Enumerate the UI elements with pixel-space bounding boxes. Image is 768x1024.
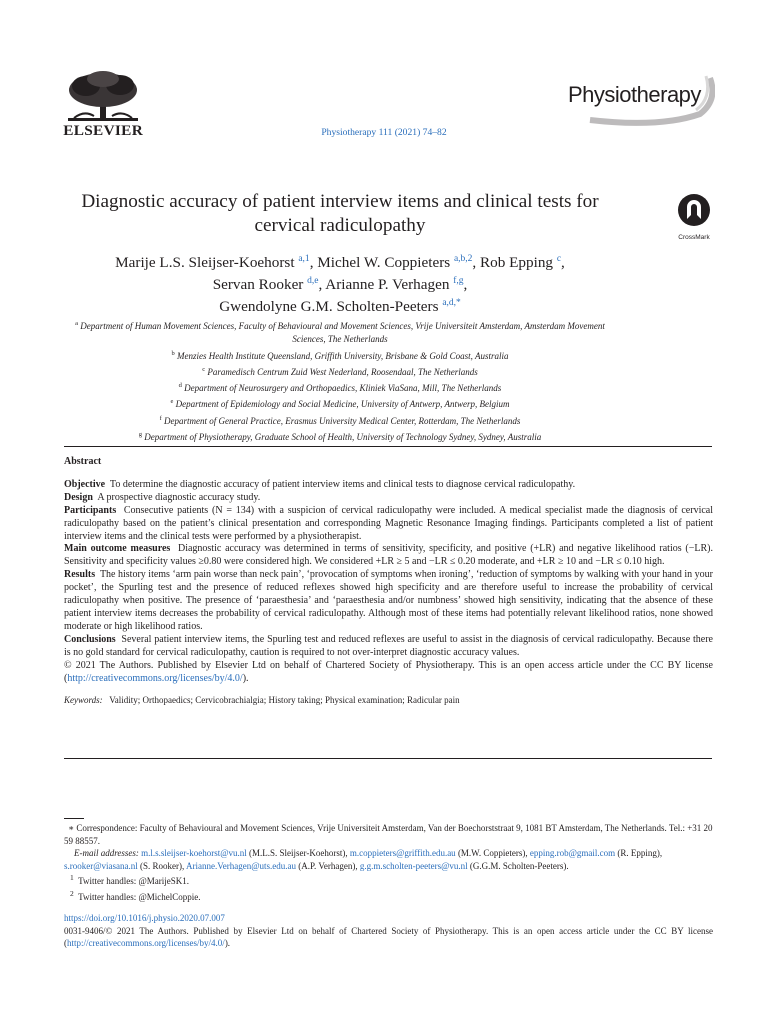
email-link[interactable]: m.coppieters@griffith.edu.au [349, 848, 456, 858]
affiliation: $^d$ Department of Neurosurgery and Orthopaedics, Kliniek ViaSana, Mill, The Netherlands [178, 382, 502, 394]
twitter-note-1: $^1$ Twitter handles: @MarijeSK1. [70, 873, 189, 886]
affiliation: $^b$ Menzies Health Institute Queensland, Griffith University, Brisbane & Gold Coast, Australia [171, 349, 509, 361]
divider [64, 446, 712, 447]
author-list [60, 250, 620, 316]
crossmark-icon [677, 193, 711, 227]
abstract-participants: Participants Consecutive patients (N = 134) with a suspicion of cervical radiculopathy were included. A medical specialist made the diagnosis of cervical radiculopathy based on the patient’s clinical presentation and corresponding Magnetic Resonance Imaging findings. Participants completed a list of patient interview items and the clinical tests were performed by a physiotherapist. [64, 504, 714, 542]
email-link[interactable]: m.l.s.sleijser-koehorst@vu.nl [141, 848, 247, 858]
correspondence-note: ∗ Correspondence: Faculty of Behavioural and Movement Sciences, Vrije Universiteit Amsterdam, Van der Boechorststraat 9, 1081 BT Amsterdam, The Netherlands. Tel.: +31 20 59 88557. [64, 823, 713, 846]
footnotes [64, 822, 713, 903]
publisher-name: ELSEVIER [63, 123, 144, 139]
author: Rob Epping $^c$, [480, 254, 565, 272]
license-link[interactable]: http://creativecommons.org/licenses/by/4.0/ [67, 672, 243, 684]
journal-citation[interactable]: Physiotherapy 111 (2021) 74–82 [321, 127, 447, 138]
crossmark-label: CrossMark [678, 234, 710, 241]
issn-license: 0031-9406/© 2021 The Authors. Published by Elsevier Ltd on behalf of Chartered Society of Physiotherapy. This is an open access article under the CC BY license (http://creativecommons.org/licenses/by/4.0/). [64, 925, 713, 948]
abstract-results: Results The history items ‘arm pain worse than neck pain’, ‘provocation of symptoms when ironing’, ‘reduction of symptoms by walking with your hand in your pocket’, the Spurling test and the presence of reduced reflexes showed high specificity and are therefore useful to increase the probability of cervical radiculopathy when positive. The presence of ‘paraesthesia’ and ‘paraesthesia and/or numbness’ showed high sensitivity, indicating that the absence of these patient interview items decreases the probability of cervical radiculopathy. Although most of these items had potentially relevant likelihood ratios, none showed moderate or high likelihood ratios. [64, 569, 713, 632]
email-addresses: E-mail addresses: m.l.s.sleijser-koehorst@vu.nl (M.L.S. Sleijser-Koehorst), m.coppieters@griffith.edu.au (M.W. Coppieters), epping.rob@gmail.com (R. Epping), s.rooker@viasana.nl (S. Rooker), Arianne.Verhagen@uts.edu.au (A.P. Verhagen), g.g.m.scholten-peeters@vu.nl (G.G.M. Scholten-Peeters). [64, 848, 663, 871]
divider [64, 758, 712, 759]
journal-name: Physiotherapy [568, 82, 701, 107]
journal-logo [560, 70, 715, 128]
crossmark-button[interactable] [673, 193, 715, 241]
abstract-objective: Objective To determine the diagnostic accuracy of patient interview items and clinical tests to diagnose cervical radiculopathy. [64, 478, 576, 490]
author: Michel W. Coppieters $^{a,b,2}$, [317, 254, 481, 272]
twitter-note-2: $^2$ Twitter handles: @MichelCoppie. [70, 888, 201, 902]
email-link[interactable]: g.g.m.scholten-peeters@vu.nl [359, 860, 468, 871]
abstract-design: Design A prospective diagnostic accuracy study. [64, 491, 261, 503]
article-title: Diagnostic accuracy of patient interview items and clinical tests for cervical radiculopathy [81, 191, 599, 236]
affiliation: $^g$ Department of Physiotherapy, Graduate School of Health, University of Technology Sydney, Sydney, Australia [138, 431, 542, 443]
affiliation: $^f$ Department of General Practice, Erasmus University Medical Center, Rotterdam, The Netherlands [159, 414, 521, 426]
author: Arianne P. Verhagen $^{f,g}$, [325, 276, 468, 294]
author: Servan Rooker $^{d,e}$, [212, 276, 326, 294]
affiliation-list [60, 317, 620, 444]
affiliation: $^a$ Department of Human Movement Sciences, Faculty of Behavioural and Movement Sciences, Vrije Universiteit Amsterdam, Amsterdam Movement Sciences, The Netherlands [75, 320, 605, 345]
affiliation: $^e$ Department of Epidemiology and Social Medicine, University of Antwerp, Antwerp, Belgium [170, 398, 510, 410]
abstract-conclusions: Conclusions Several patient interview items, the Spurling test and reduced reflexes are useful to assist in the diagnosis of cervical radiculopathy. Because there is no gold standard for cervical radiculopathy, caution is required to not over-interpret diagnostic accuracy values. [64, 633, 713, 658]
affiliation: $^c$ Paramedisch Centrum Zuid West Nederland, Roosendaal, The Netherlands [202, 365, 478, 377]
author: Marije L.S. Sleijser-Koehorst $^{a,1}$, [115, 254, 318, 272]
abstract-outcome-measures: Main outcome measures Diagnostic accuracy was determined in terms of sensitivity, specificity, and positive (+LR) and negative likelihood ratios (−LR). Sensitivity and specificity values ≥0.80 were considered high. We considered +LR ≥ 5 and −LR ≤ 0.20 moderate, and +LR ≥ 10 and −LR ≤ 0.10 high. [64, 543, 714, 568]
email-link[interactable]: s.rooker@viasana.nl [64, 860, 138, 871]
doi-link[interactable]: https://doi.org/10.1016/j.physio.2020.07.007 [64, 913, 225, 923]
email-link[interactable]: Arianne.Verhagen@uts.edu.au [186, 860, 297, 871]
abstract-heading: Abstract [64, 456, 102, 467]
abstract-license: © 2021 The Authors. Published by Elsevier Ltd on behalf of Chartered Society of Physiotherapy. This is an open access article under the CC BY license (http://creativecommons.org/licenses/by/4.0/). [64, 659, 713, 684]
email-link[interactable]: epping.rob@gmail.com [529, 848, 616, 858]
author: Gwendolyne G.M. Scholten-Peeters $^{a,d,*}$ [219, 298, 461, 316]
doi-block [64, 912, 713, 950]
footnote-divider [64, 818, 84, 819]
abstract [64, 456, 713, 707]
keywords: Keywords: Validity; Orthopaedics; Cervicobrachialgia; History taking; Physical examination; Radicular pain [64, 695, 460, 706]
license-link[interactable]: http://creativecommons.org/licenses/by/4.0/ [67, 938, 225, 948]
